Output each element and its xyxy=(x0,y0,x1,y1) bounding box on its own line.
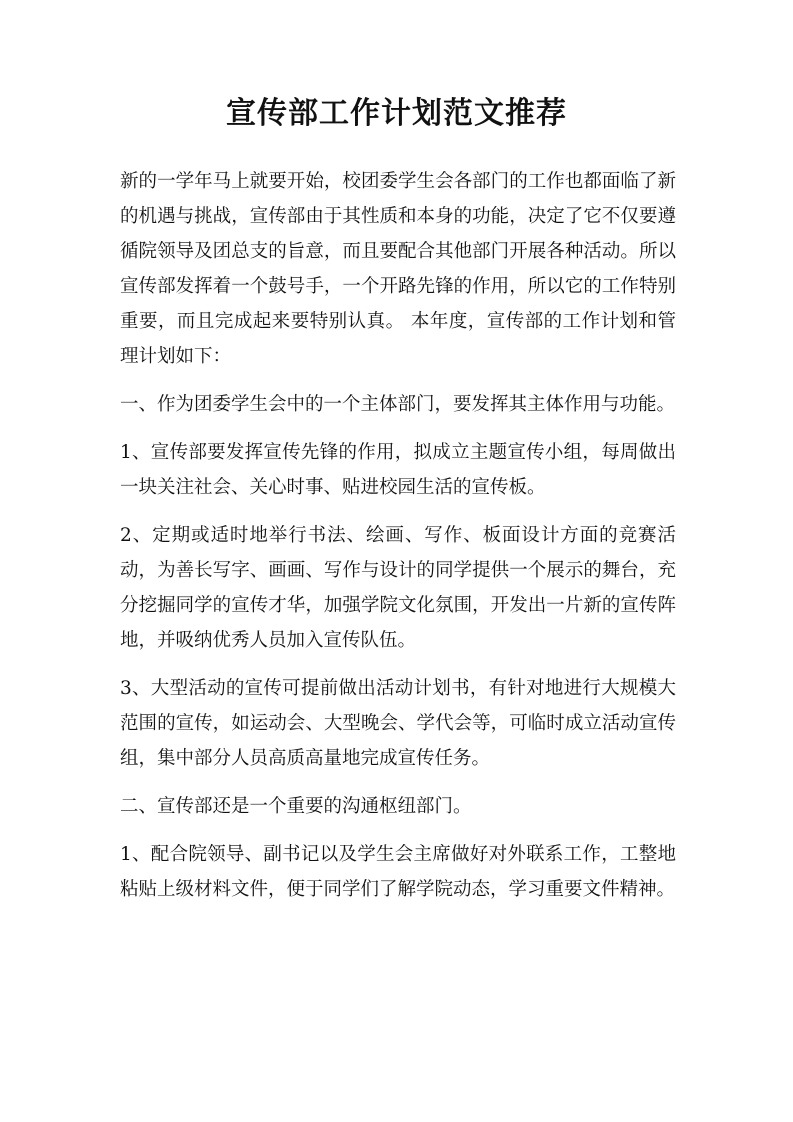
document-body xyxy=(120,164,676,920)
paragraph-item-1-1: 1、宣传部要发挥宣传先锋的作用，拟成立主题宣传小组，每周做出一块关注社会、关心时事、贴进校园生活的宣传板。 xyxy=(120,442,676,498)
paragraph-section-1-heading: 一、作为团委学生会中的一个主体部门，要发挥其主体作用与功能。 xyxy=(120,394,676,415)
document-title: 宣传部工作计划范文推荐 xyxy=(226,96,567,131)
paragraph-item-1-3: 3、大型活动的宣传可提前做出活动计划书，有针对地进行大规模大范围的宣传，如运动会、大型晚会、学代会等，可临时成立活动宣传组，集中部分人员高质高量地完成宣传任务。 xyxy=(120,678,676,769)
paragraph-section-2-heading: 二、宣传部还是一个重要的沟通枢纽部门。 xyxy=(120,796,472,817)
paragraph-intro: 新的一学年马上就要开始，校团委学生会各部门的工作也都面临了新的机遇与挑战，宣传部由于其性质和本身的功能，决定了它不仅要遵循院领导及团总支的旨意，而且要配合其他部门开展各种活动。所以宣传部发挥着一个鼓号手，一个开路先锋的作用，所以它的工作特别重要，而且完成起来要特别认真。 本年度，宣传部的工作计划和管理计划如下： xyxy=(120,171,676,367)
paragraph-item-2-1: 1、配合院领导、副书记以及学生会主席做好对外联系工作，工整地粘贴上级材料文件，便于同学们了解学院动态，学习重要文件精神。 xyxy=(120,844,676,900)
paragraph-item-1-2: 2、定期或适时地举行书法、绘画、写作、板面设计方面的竞赛活动，为善长写字、画画、写作与设计的同学提供一个展示的舞台，充分挖掘同学的宣传才华，加强学院文化氛围，开发出一片新的宣传阵地，并吸纳优秀人员加入宣传队伍。 xyxy=(120,525,676,651)
